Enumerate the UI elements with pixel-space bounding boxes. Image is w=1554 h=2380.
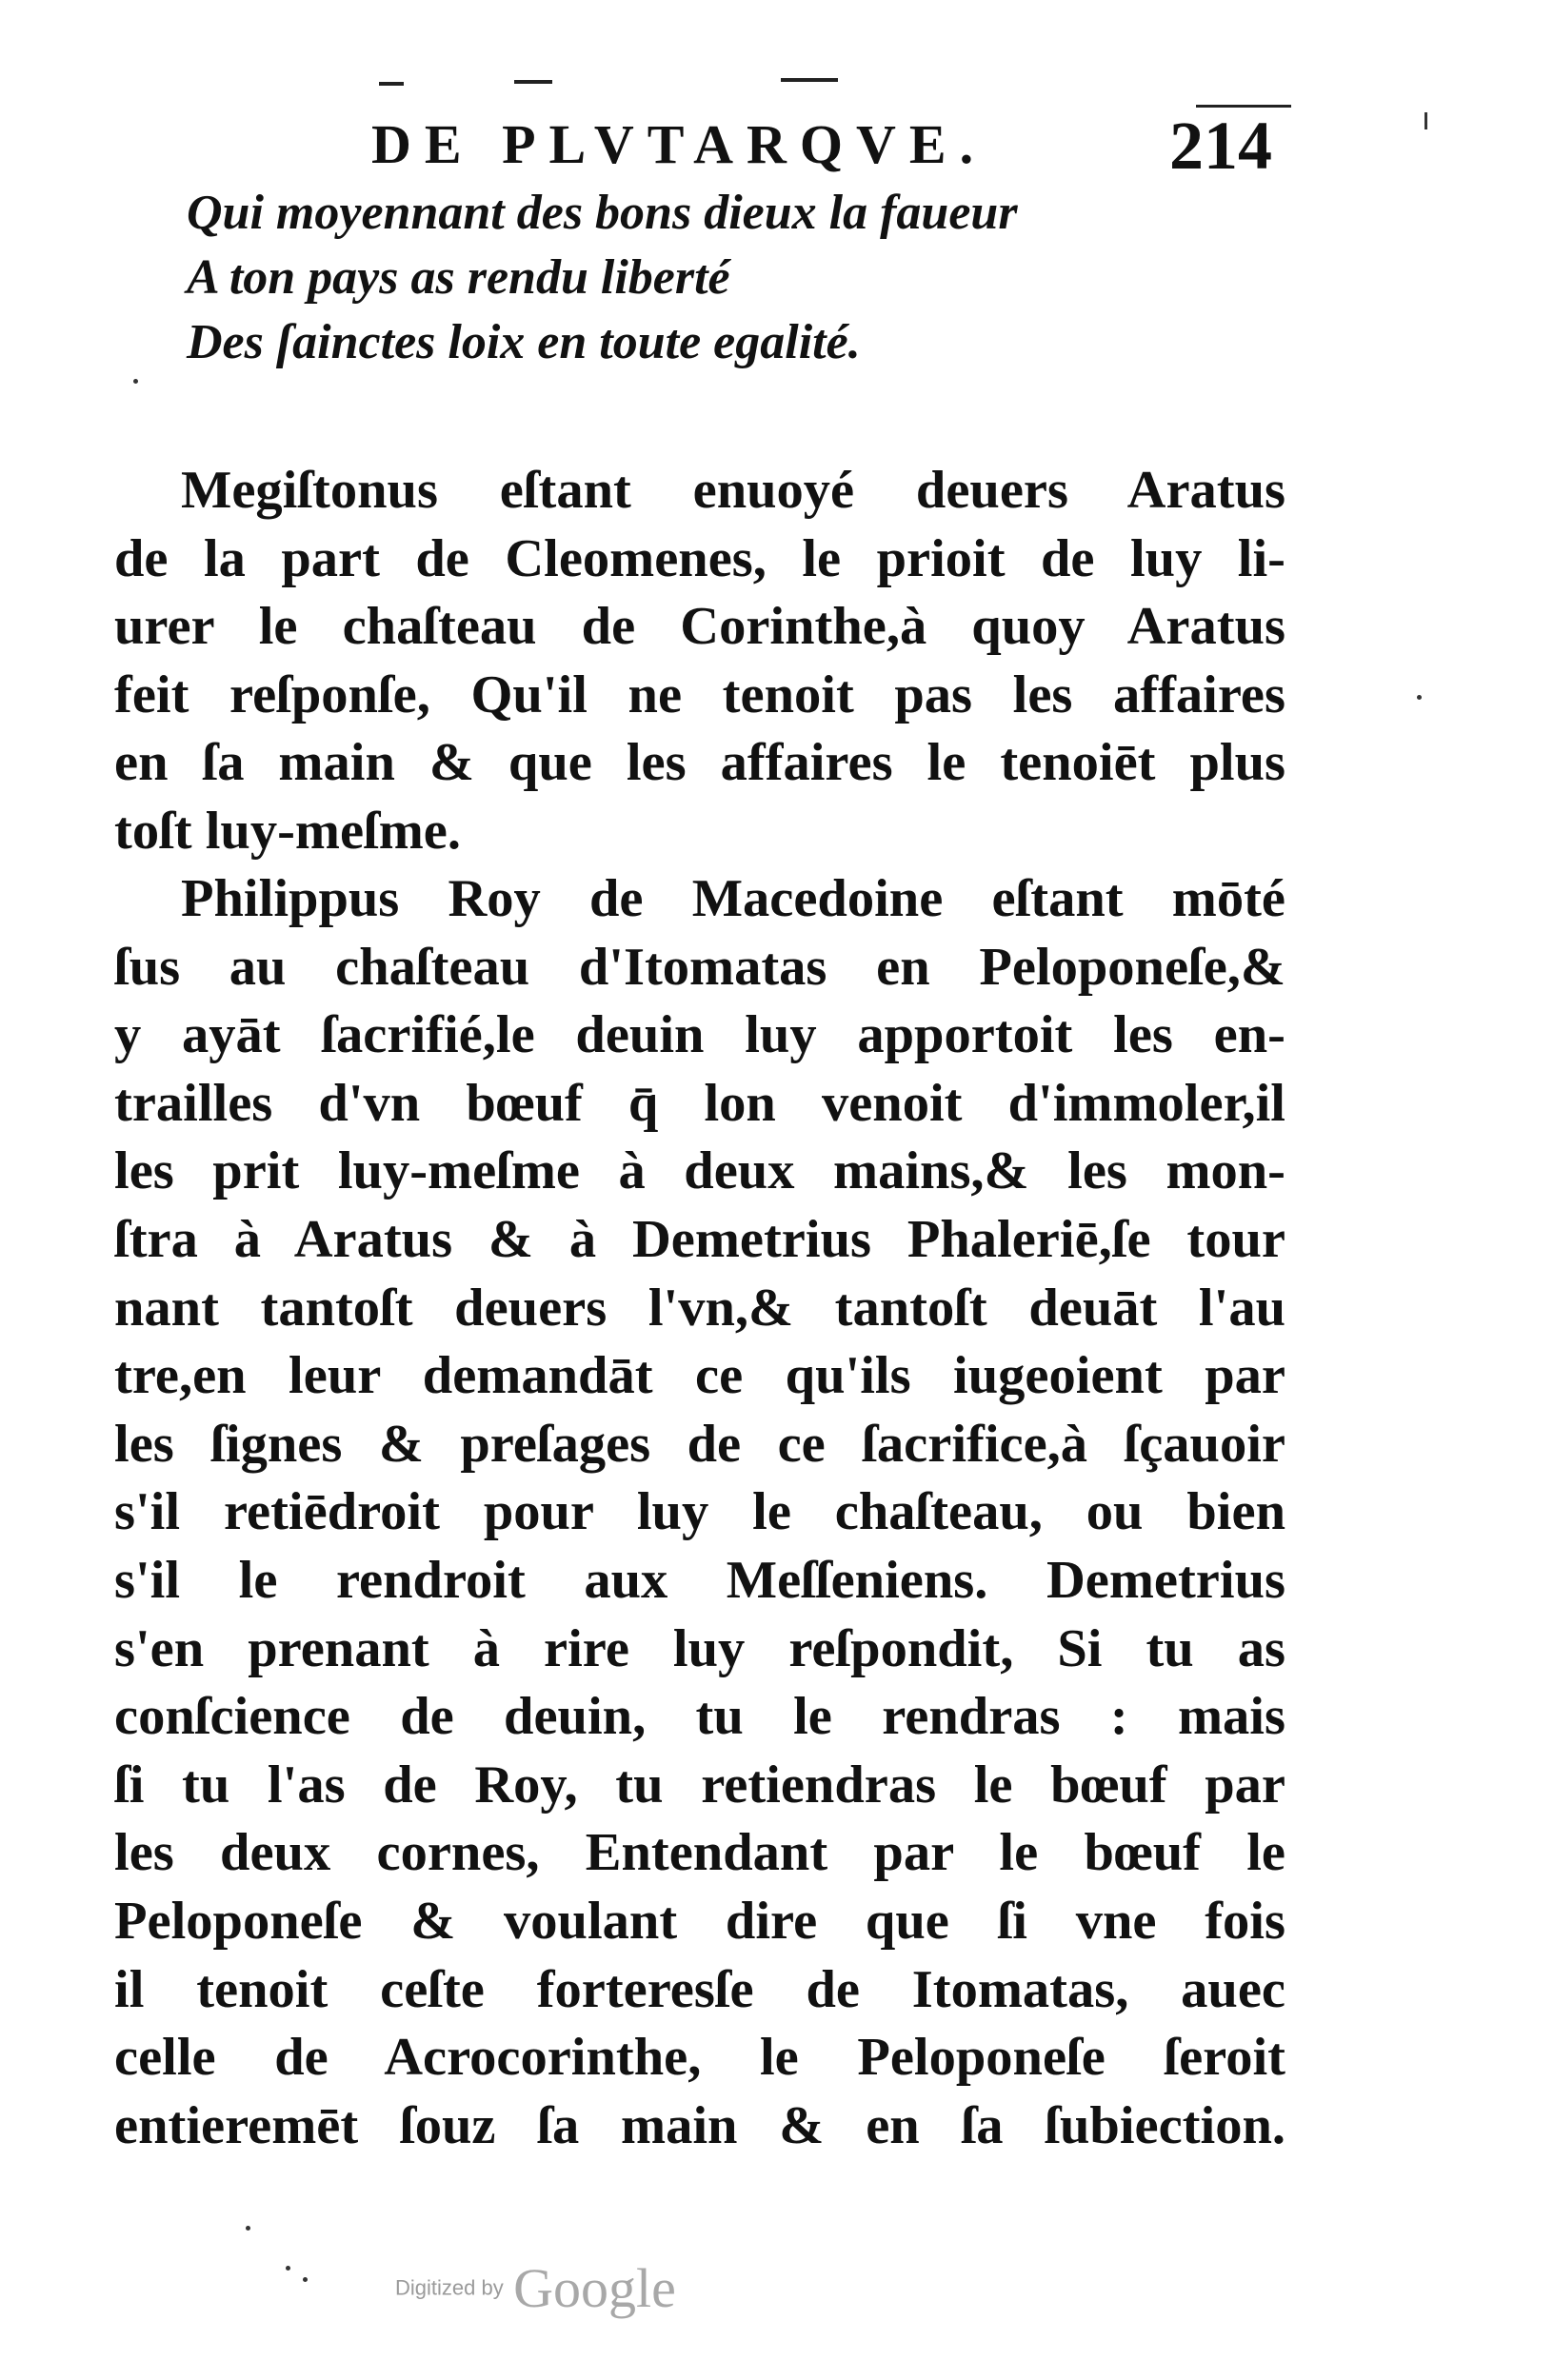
scan-speck [133,379,138,384]
text-line: Megiſtonus eſtant enuoyé deuers Aratus [181,461,1285,520]
text-line: s'il retiēdroit pour luy le chaſteau, ou bien [114,1482,1285,1542]
scan-speck [303,2277,308,2282]
verse-block [187,181,1018,375]
digitized-by-google-watermark [395,2256,676,2320]
text-line: de la part de Cleomenes, le prioit de luy li- [114,528,1285,588]
google-logo: Google [513,2257,676,2319]
scan-speck [1417,695,1422,700]
scan-speck [246,2226,250,2231]
verse-line: Qui moyennant des bons dieux la faueur [187,186,1018,240]
scan-speck [1424,112,1427,129]
text-line: tre,en leur demandāt ce qu'ils iugeoient par [114,1346,1285,1406]
text-line: les deux cornes, Entendant par le bœuf le [114,1823,1285,1883]
text-line: toſt luy-meſme. [114,801,461,861]
text-line: les ſignes & preſages de ce ſacrifice,à ſçauoir [114,1414,1285,1474]
paragraph-philippus [114,865,1285,2160]
verse-line: A ton pays as rendu liberté [187,250,730,305]
text-line: feit reſponſe, Qu'il ne tenoit pas les affaires [114,664,1285,724]
text-line: les prit luy-meſme à deux mains,& les mon- [114,1141,1285,1201]
text-line: entieremēt ſouz ſa main & en ſa ſubiection. [114,2095,1285,2155]
text-line: urer le chaſteau de Corinthe,à quoy Aratus [114,597,1285,657]
page-number: 214 [1169,108,1272,184]
text-line: ſtra à Aratus & à Demetrius Phaleriē,ſe tour [114,1209,1285,1269]
paragraph-megistonus [114,457,1285,866]
digitized-by-label: Digitized by [395,2275,504,2300]
scan-mark [379,82,404,86]
text-line: nant tantoſt deuers l'vn,& tantoſt deuāt l'au [114,1278,1285,1338]
text-line: ſi tu l'as de Roy, tu retiendras le bœuf par [114,1755,1285,1815]
text-line: y ayāt ſacrifié,le deuin luy apportoit les en- [114,1005,1285,1065]
text-line: s'il le rendroit aux Meſſeniens. Demetrius [114,1550,1285,1610]
verse-line: Des ſainctes loix en toute egalité. [187,315,861,369]
text-line: conſcience de deuin, tu le rendras : mais [114,1687,1285,1747]
text-line: trailles d'vn bœuf q̄ lon venoit d'immoler,il [114,1073,1285,1133]
text-line: Philippus Roy de Macedoine eſtant mōté [181,869,1285,928]
scan-speck [286,2266,290,2271]
text-line: Peloponeſe & voulant dire que ſi vne fois [114,1891,1285,1951]
text-line: ſus au chaſteau d'Itomatas en Peloponeſe,& [114,937,1285,997]
text-line: en ſa main & que les affaires le tenoiēt plus [114,733,1285,793]
text-line: il tenoit ceſte forteresſe de Itomatas, auec [114,1959,1285,2019]
text-line: celle de Acrocorinthe, le Peloponeſe ſeroit [114,2028,1285,2088]
text-line: s'en prenant à rire luy reſpondit, Si tu as [114,1618,1285,1678]
scan-mark [781,78,838,82]
scan-mark [514,80,552,84]
running-head: DE PLVTARQVE. [371,113,987,175]
